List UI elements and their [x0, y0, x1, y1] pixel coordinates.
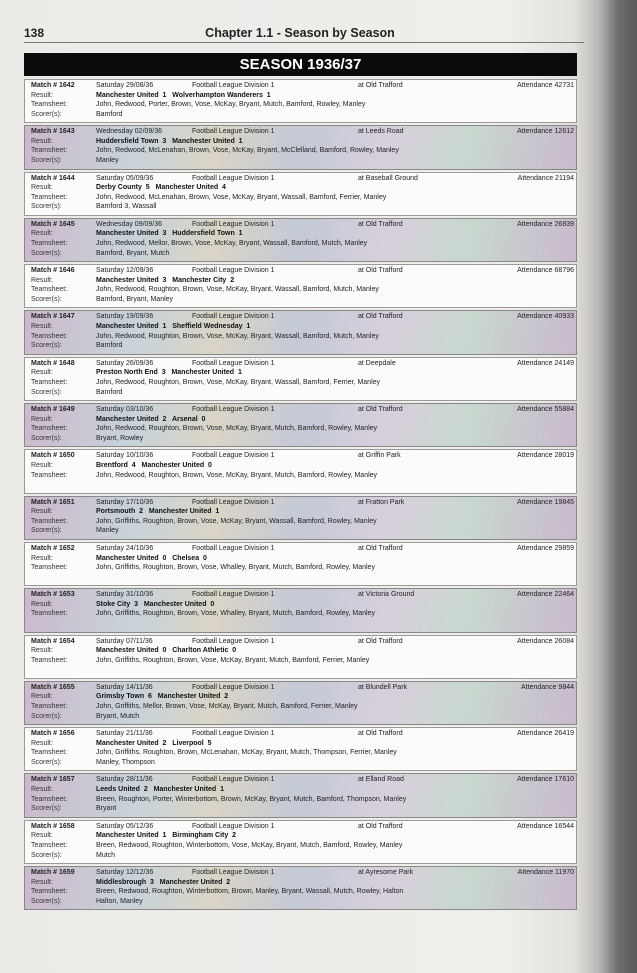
venue: at Old Trafford	[358, 220, 403, 228]
competition: Football League Division 1	[192, 220, 275, 228]
venue: at Baseball Ground	[358, 174, 418, 182]
result-row	[25, 831, 576, 841]
match-header-row	[25, 266, 576, 276]
result: Manchester United 1 Sheffield Wednesday 1	[96, 323, 251, 331]
competition: Football League Division 1	[192, 174, 275, 182]
season-banner: SEASON 1936/37	[24, 53, 577, 76]
teamsheet-row	[25, 193, 576, 203]
result-row	[25, 229, 576, 239]
competition: Football League Division 1	[192, 267, 275, 275]
match-number: Match # 1652	[31, 544, 75, 552]
result: Manchester United 1 Wolverhampton Wanderers 1	[96, 91, 271, 99]
match-number: Match # 1643	[31, 128, 75, 136]
result-label: Result:	[31, 647, 53, 655]
teamsheet-label: Teamsheet:	[31, 517, 68, 525]
teamsheet-label: Teamsheet:	[31, 378, 68, 386]
competition: Football League Division 1	[192, 822, 275, 830]
teamsheet: John, Griffiths, Roughton, Brown, Vose, Whalley, Bryant, Mutch, Bamford, Rowley, Manley	[96, 564, 375, 572]
venue: at Old Trafford	[358, 313, 403, 321]
attendance: Attendance 17610	[517, 776, 574, 784]
result-label: Result:	[31, 461, 53, 469]
scorers-label: Scorer(s):	[31, 203, 62, 211]
teamsheet-row	[25, 517, 576, 527]
match-date: Wednesday 09/09/36	[96, 220, 163, 228]
teamsheet: John, Griffiths, Roughton, Brown, McLenahan, McKay, Bryant, Mutch, Thompson, Ferrier, Manley	[96, 749, 397, 757]
attendance: Attendance 21194	[517, 174, 574, 182]
result-label: Result:	[31, 508, 53, 516]
teamsheet: John, Griffiths, Roughton, Brown, Vose, Whalley, Bryant, Mutch, Bamford, Rowley, Manley	[96, 610, 375, 618]
result-row	[25, 554, 576, 564]
scorers-label: Scorer(s):	[31, 249, 62, 257]
scorers-label: Scorer(s):	[31, 295, 62, 303]
teamsheet: John, Redwood, Roughton, Brown, Vose, McKay, Bryant, Wassall, Bamford, Ferrier, Manley	[96, 378, 381, 386]
competition: Football League Division 1	[192, 730, 275, 738]
teamsheet: John, Redwood, McLenahan, Brown, Vose, McKay, Bryant, Wassall, Bamford, Ferrier, Manley	[96, 193, 387, 201]
match-list	[24, 79, 577, 912]
match-number: Match # 1657	[31, 776, 75, 784]
teamsheet-row	[25, 748, 576, 758]
match-header-row	[25, 220, 576, 230]
teamsheet-row	[25, 656, 576, 666]
result: Derby County 5 Manchester United 4	[96, 184, 226, 192]
teamsheet: Breen, Redwood, Roughton, Winterbottom, Brown, Manley, Bryant, Wassall, Mutch, Rowley, Halton	[96, 888, 404, 896]
teamsheet: John, Griffiths, Mellor, Brown, Vose, McKay, Bryant, Mutch, Bamford, Ferrier, Manley	[96, 703, 358, 711]
match-header-row	[25, 822, 576, 832]
teamsheet-row	[25, 332, 576, 342]
teamsheet-row	[25, 146, 576, 156]
venue: at Old Trafford	[358, 730, 403, 738]
venue: at Victoria Ground	[358, 591, 415, 599]
teamsheet-label: Teamsheet:	[31, 425, 68, 433]
venue: at Ayresome Park	[358, 869, 414, 877]
teamsheet-label: Teamsheet:	[31, 610, 68, 618]
match-card	[24, 264, 577, 308]
match-header-row	[25, 312, 576, 322]
match-card	[24, 866, 577, 910]
match-header-row	[25, 81, 576, 91]
match-date: Saturday 21/11/36	[96, 730, 153, 738]
scorers-row	[25, 341, 576, 351]
attendance: Attendance 22464	[517, 591, 574, 599]
match-date: Saturday 10/10/36	[96, 452, 154, 460]
match-date: Saturday 17/10/36	[96, 498, 154, 506]
header-rule	[24, 42, 584, 43]
match-header-row	[25, 683, 576, 693]
match-header-row	[25, 868, 576, 878]
teamsheet-label: Teamsheet:	[31, 332, 68, 340]
result-label: Result:	[31, 554, 53, 562]
result: Manchester United 2 Liverpool 5	[96, 739, 212, 747]
scorers-label: Scorer(s):	[31, 157, 62, 165]
result: Manchester United 0 Charlton Athletic 0	[96, 647, 237, 655]
attendance: Attendance 55884	[517, 406, 574, 414]
teamsheet: John, Redwood, McLenahan, Brown, Vose, McKay, Bryant, McClelland, Bamford, Rowley, Manley	[96, 147, 399, 155]
attendance: Attendance 68796	[517, 267, 574, 275]
competition: Football League Division 1	[192, 637, 275, 645]
match-header-row	[25, 729, 576, 739]
scorers-row	[25, 295, 576, 305]
attendance: Attendance 40933	[517, 313, 574, 321]
match-number: Match # 1653	[31, 591, 75, 599]
scorers-row	[25, 156, 576, 166]
attendance: Attendance 16544	[517, 822, 574, 830]
scorers-row	[25, 202, 576, 212]
attendance: Attendance 19845	[517, 498, 574, 506]
chapter-title: Chapter 1.1 - Season by Season	[205, 26, 395, 40]
scorers-row	[25, 712, 576, 722]
venue: at Old Trafford	[358, 544, 403, 552]
match-number: Match # 1645	[31, 220, 75, 228]
scorers-row	[25, 804, 576, 814]
teamsheet-row	[25, 563, 576, 573]
match-header-row	[25, 405, 576, 415]
match-card	[24, 172, 577, 216]
result-label: Result:	[31, 878, 53, 886]
attendance: Attendance 11970	[517, 869, 574, 877]
scorers: Manley, Thompson	[96, 758, 155, 766]
scorers: Halton, Manley	[96, 897, 143, 905]
venue: at Fratton Park	[358, 498, 405, 506]
scorers-label: Scorer(s):	[31, 388, 62, 396]
result-label: Result:	[31, 184, 53, 192]
result: Manchester United 3 Manchester City 2	[96, 276, 235, 284]
venue: at Deepdale	[358, 359, 396, 367]
result-label: Result:	[31, 137, 53, 145]
attendance: Attendance 12612	[517, 128, 574, 136]
match-number: Match # 1642	[31, 82, 75, 89]
result-label: Result:	[31, 832, 53, 840]
match-card	[24, 727, 577, 771]
teamsheet-row	[25, 285, 576, 295]
result-row	[25, 137, 576, 147]
match-header-row	[25, 359, 576, 369]
match-date: Saturday 29/08/36	[96, 82, 154, 89]
result-row	[25, 600, 576, 610]
teamsheet-label: Teamsheet:	[31, 703, 68, 711]
scorers: Bryant, Rowley	[96, 434, 144, 442]
result-row	[25, 739, 576, 749]
venue: at Old Trafford	[358, 82, 403, 89]
match-card	[24, 449, 577, 493]
match-header-row	[25, 544, 576, 554]
match-date: Saturday 12/12/36	[96, 869, 154, 877]
match-card	[24, 218, 577, 262]
attendance: Attendance 9844	[521, 683, 574, 691]
scorers-label: Scorer(s):	[31, 712, 62, 720]
match-date: Saturday 26/09/36	[96, 359, 154, 367]
match-date: Saturday 14/11/36	[96, 683, 153, 691]
match-card	[24, 310, 577, 354]
teamsheet-row	[25, 702, 576, 712]
result: Manchester United 3 Huddersfield Town 1	[96, 230, 243, 238]
teamsheet-row	[25, 841, 576, 851]
match-card	[24, 773, 577, 817]
match-number: Match # 1647	[31, 313, 75, 321]
scorers-label: Scorer(s):	[31, 527, 62, 535]
scorers: Bryant, Mutch	[96, 712, 140, 720]
match-header-row	[25, 127, 576, 137]
scorers-row	[25, 388, 576, 398]
teamsheet-row	[25, 609, 576, 619]
match-date: Saturday 28/11/36	[96, 776, 153, 784]
result-row	[25, 276, 576, 286]
result: Brentford 4 Manchester United 0	[96, 461, 212, 469]
teamsheet: John, Griffiths, Roughton, Brown, Vose, McKay, Bryant, Mutch, Bamford, Ferrier, Manley	[96, 656, 370, 664]
scorers-label: Scorer(s):	[31, 342, 62, 350]
competition: Football League Division 1	[192, 591, 275, 599]
teamsheet-row	[25, 378, 576, 388]
result-row	[25, 507, 576, 517]
teamsheet-row	[25, 887, 576, 897]
result: Preston North End 3 Manchester United 1	[96, 369, 242, 377]
venue: at Griffin Park	[358, 452, 401, 460]
match-date: Saturday 31/10/36	[96, 591, 154, 599]
match-date: Saturday 19/09/36	[96, 313, 154, 321]
venue: at Old Trafford	[358, 822, 403, 830]
match-card	[24, 588, 577, 632]
scorers: Bamford, Bryant, Manley	[96, 295, 174, 303]
result: Manchester United 0 Chelsea 0	[96, 554, 207, 562]
scorers-row	[25, 897, 576, 907]
attendance: Attendance 28019	[517, 452, 574, 460]
teamsheet: Breen, Redwood, Roughton, Winterbottom, Vose, McKay, Bryant, Mutch, Bamford, Rowley, Manley	[96, 841, 403, 849]
teamsheet: John, Redwood, Roughton, Brown, Vose, McKay, Bryant, Wassall, Bamford, Mutch, Manley	[96, 332, 379, 340]
result-label: Result:	[31, 786, 53, 794]
match-date: Saturday 07/11/36	[96, 637, 153, 645]
attendance: Attendance 42731	[517, 82, 574, 89]
attendance: Attendance 26839	[517, 220, 574, 228]
match-number: Match # 1648	[31, 359, 75, 367]
competition: Football League Division 1	[192, 683, 275, 691]
teamsheet-label: Teamsheet:	[31, 795, 68, 803]
scorers-label: Scorer(s):	[31, 434, 62, 442]
match-card	[24, 542, 577, 586]
scorers: Bamford, Bryant, Mutch	[96, 249, 170, 257]
scorers-row	[25, 110, 576, 120]
venue: at Old Trafford	[358, 637, 403, 645]
match-card	[24, 681, 577, 725]
match-date: Saturday 03/10/36	[96, 406, 154, 414]
scorers-label: Scorer(s):	[31, 851, 62, 859]
scorers-row	[25, 249, 576, 259]
teamsheet-label: Teamsheet:	[31, 240, 68, 248]
result-row	[25, 322, 576, 332]
competition: Football League Division 1	[192, 498, 275, 506]
result: Manchester United 2 Arsenal 0	[96, 415, 206, 423]
teamsheet-label: Teamsheet:	[31, 749, 68, 757]
match-card	[24, 820, 577, 864]
match-card	[24, 125, 577, 169]
result-label: Result:	[31, 369, 53, 377]
attendance: Attendance 26419	[517, 730, 574, 738]
attendance: Attendance 24149	[517, 359, 574, 367]
result: Leeds United 2 Manchester United 1	[96, 786, 224, 794]
teamsheet-row	[25, 424, 576, 434]
scorers-row	[25, 434, 576, 444]
match-number: Match # 1654	[31, 637, 75, 645]
result: Stoke City 3 Manchester United 0	[96, 600, 215, 608]
match-header-row	[25, 775, 576, 785]
result-row	[25, 415, 576, 425]
venue: at Old Trafford	[358, 267, 403, 275]
result-label: Result:	[31, 693, 53, 701]
match-card	[24, 496, 577, 540]
teamsheet-label: Teamsheet:	[31, 471, 68, 479]
venue: at Old Trafford	[358, 406, 403, 414]
teamsheet: Breen, Roughton, Porter, Winterbottom, Brown, McKay, Bryant, Mutch, Bamford, Thompson, Manley	[96, 795, 407, 803]
match-date: Saturday 05/09/36	[96, 174, 154, 182]
competition: Football League Division 1	[192, 313, 275, 321]
scorers-row	[25, 851, 576, 861]
result: Portsmouth 2 Manchester United 1	[96, 508, 220, 516]
result: Grimsby Town 6 Manchester United 2	[96, 693, 229, 701]
teamsheet: John, Griffiths, Roughton, Brown, Vose, McKay, Bryant, Wassall, Bamford, Rowley, Manley	[96, 517, 377, 525]
competition: Football League Division 1	[192, 359, 275, 367]
match-card	[24, 403, 577, 447]
venue: at Leeds Road	[358, 128, 404, 136]
teamsheet-row	[25, 239, 576, 249]
teamsheet: John, Redwood, Porter, Brown, Vose, McKay, Bryant, Mutch, Bamford, Rowley, Manley	[96, 101, 366, 109]
match-number: Match # 1649	[31, 406, 75, 414]
match-number: Match # 1659	[31, 869, 75, 877]
teamsheet-row	[25, 795, 576, 805]
competition: Football League Division 1	[192, 452, 275, 460]
result-label: Result:	[31, 415, 53, 423]
result-label: Result:	[31, 600, 53, 608]
match-date: Saturday 05/12/36	[96, 822, 154, 830]
scorers-label: Scorer(s):	[31, 805, 62, 813]
teamsheet-label: Teamsheet:	[31, 888, 68, 896]
result-label: Result:	[31, 230, 53, 238]
scorers: Bryant	[96, 805, 117, 813]
teamsheet: John, Redwood, Roughton, Brown, Vose, McKay, Bryant, Wassall, Bamford, Mutch, Manley	[96, 286, 379, 294]
result-label: Result:	[31, 91, 53, 99]
result-row	[25, 692, 576, 702]
venue: at Blundell Park	[358, 683, 408, 691]
teamsheet-label: Teamsheet:	[31, 841, 68, 849]
result-label: Result:	[31, 739, 53, 747]
teamsheet-label: Teamsheet:	[31, 656, 68, 664]
scorers-row	[25, 758, 576, 768]
teamsheet: John, Redwood, Mellor, Brown, Vose, McKay, Bryant, Wassall, Bamford, Mutch, Manley	[96, 240, 368, 248]
attendance: Attendance 26084	[517, 637, 574, 645]
teamsheet-label: Teamsheet:	[31, 193, 68, 201]
scorers: Bamford	[96, 110, 123, 118]
result-row	[25, 646, 576, 656]
scorers-label: Scorer(s):	[31, 897, 62, 905]
match-date: Saturday 24/10/36	[96, 544, 154, 552]
teamsheet-label: Teamsheet:	[31, 564, 68, 572]
scorers: Bamford	[96, 342, 123, 350]
teamsheet-row	[25, 471, 576, 481]
match-card	[24, 635, 577, 679]
venue: at Elland Road	[358, 776, 404, 784]
teamsheet-label: Teamsheet:	[31, 286, 68, 294]
scorers-label: Scorer(s):	[31, 110, 62, 118]
scorers: Manley	[96, 157, 119, 165]
match-number: Match # 1656	[31, 730, 75, 738]
match-header-row	[25, 498, 576, 508]
result-label: Result:	[31, 276, 53, 284]
result-label: Result:	[31, 323, 53, 331]
match-header-row	[25, 590, 576, 600]
match-number: Match # 1655	[31, 683, 75, 691]
scorers: Bamford	[96, 388, 123, 396]
match-number: Match # 1650	[31, 452, 75, 460]
teamsheet-row	[25, 100, 576, 110]
match-header-row	[25, 174, 576, 184]
match-number: Match # 1658	[31, 822, 75, 830]
match-number: Match # 1651	[31, 498, 75, 506]
match-date: Saturday 12/09/36	[96, 267, 154, 275]
result: Manchester United 1 Birmingham City 2	[96, 832, 237, 840]
result-row	[25, 368, 576, 378]
result-row	[25, 461, 576, 471]
scorers: Manley	[96, 527, 119, 535]
result-row	[25, 183, 576, 193]
match-number: Match # 1644	[31, 174, 75, 182]
result-row	[25, 91, 576, 101]
page-number: 138	[24, 26, 45, 40]
result: Middlesbrough 3 Manchester United 2	[96, 878, 231, 886]
competition: Football League Division 1	[192, 82, 275, 89]
competition: Football League Division 1	[192, 869, 275, 877]
match-number: Match # 1646	[31, 267, 75, 275]
result: Huddersfield Town 3 Manchester United 1	[96, 137, 243, 145]
scorers: Mutch	[96, 851, 116, 859]
attendance: Attendance 29859	[517, 544, 574, 552]
scorers-row	[25, 526, 576, 536]
scorers: Bamford 3, Wassall	[96, 203, 157, 211]
competition: Football League Division 1	[192, 406, 275, 414]
match-card	[24, 79, 577, 123]
competition: Football League Division 1	[192, 128, 275, 136]
result-row	[25, 878, 576, 888]
result-row	[25, 785, 576, 795]
competition: Football League Division 1	[192, 776, 275, 784]
match-header-row	[25, 637, 576, 647]
teamsheet-label: Teamsheet:	[31, 101, 68, 109]
match-card	[24, 357, 577, 401]
scorers-label: Scorer(s):	[31, 758, 62, 766]
competition: Football League Division 1	[192, 544, 275, 552]
match-date: Wednesday 02/09/36	[96, 128, 163, 136]
teamsheet: John, Redwood, Roughton, Brown, Vose, McKay, Bryant, Mutch, Bamford, Rowley, Manley	[96, 425, 378, 433]
match-header-row	[25, 451, 576, 461]
teamsheet-label: Teamsheet:	[31, 147, 68, 155]
teamsheet: John, Redwood, Roughton, Brown, Vose, McKay, Bryant, Mutch, Bamford, Rowley, Manley	[96, 471, 378, 479]
